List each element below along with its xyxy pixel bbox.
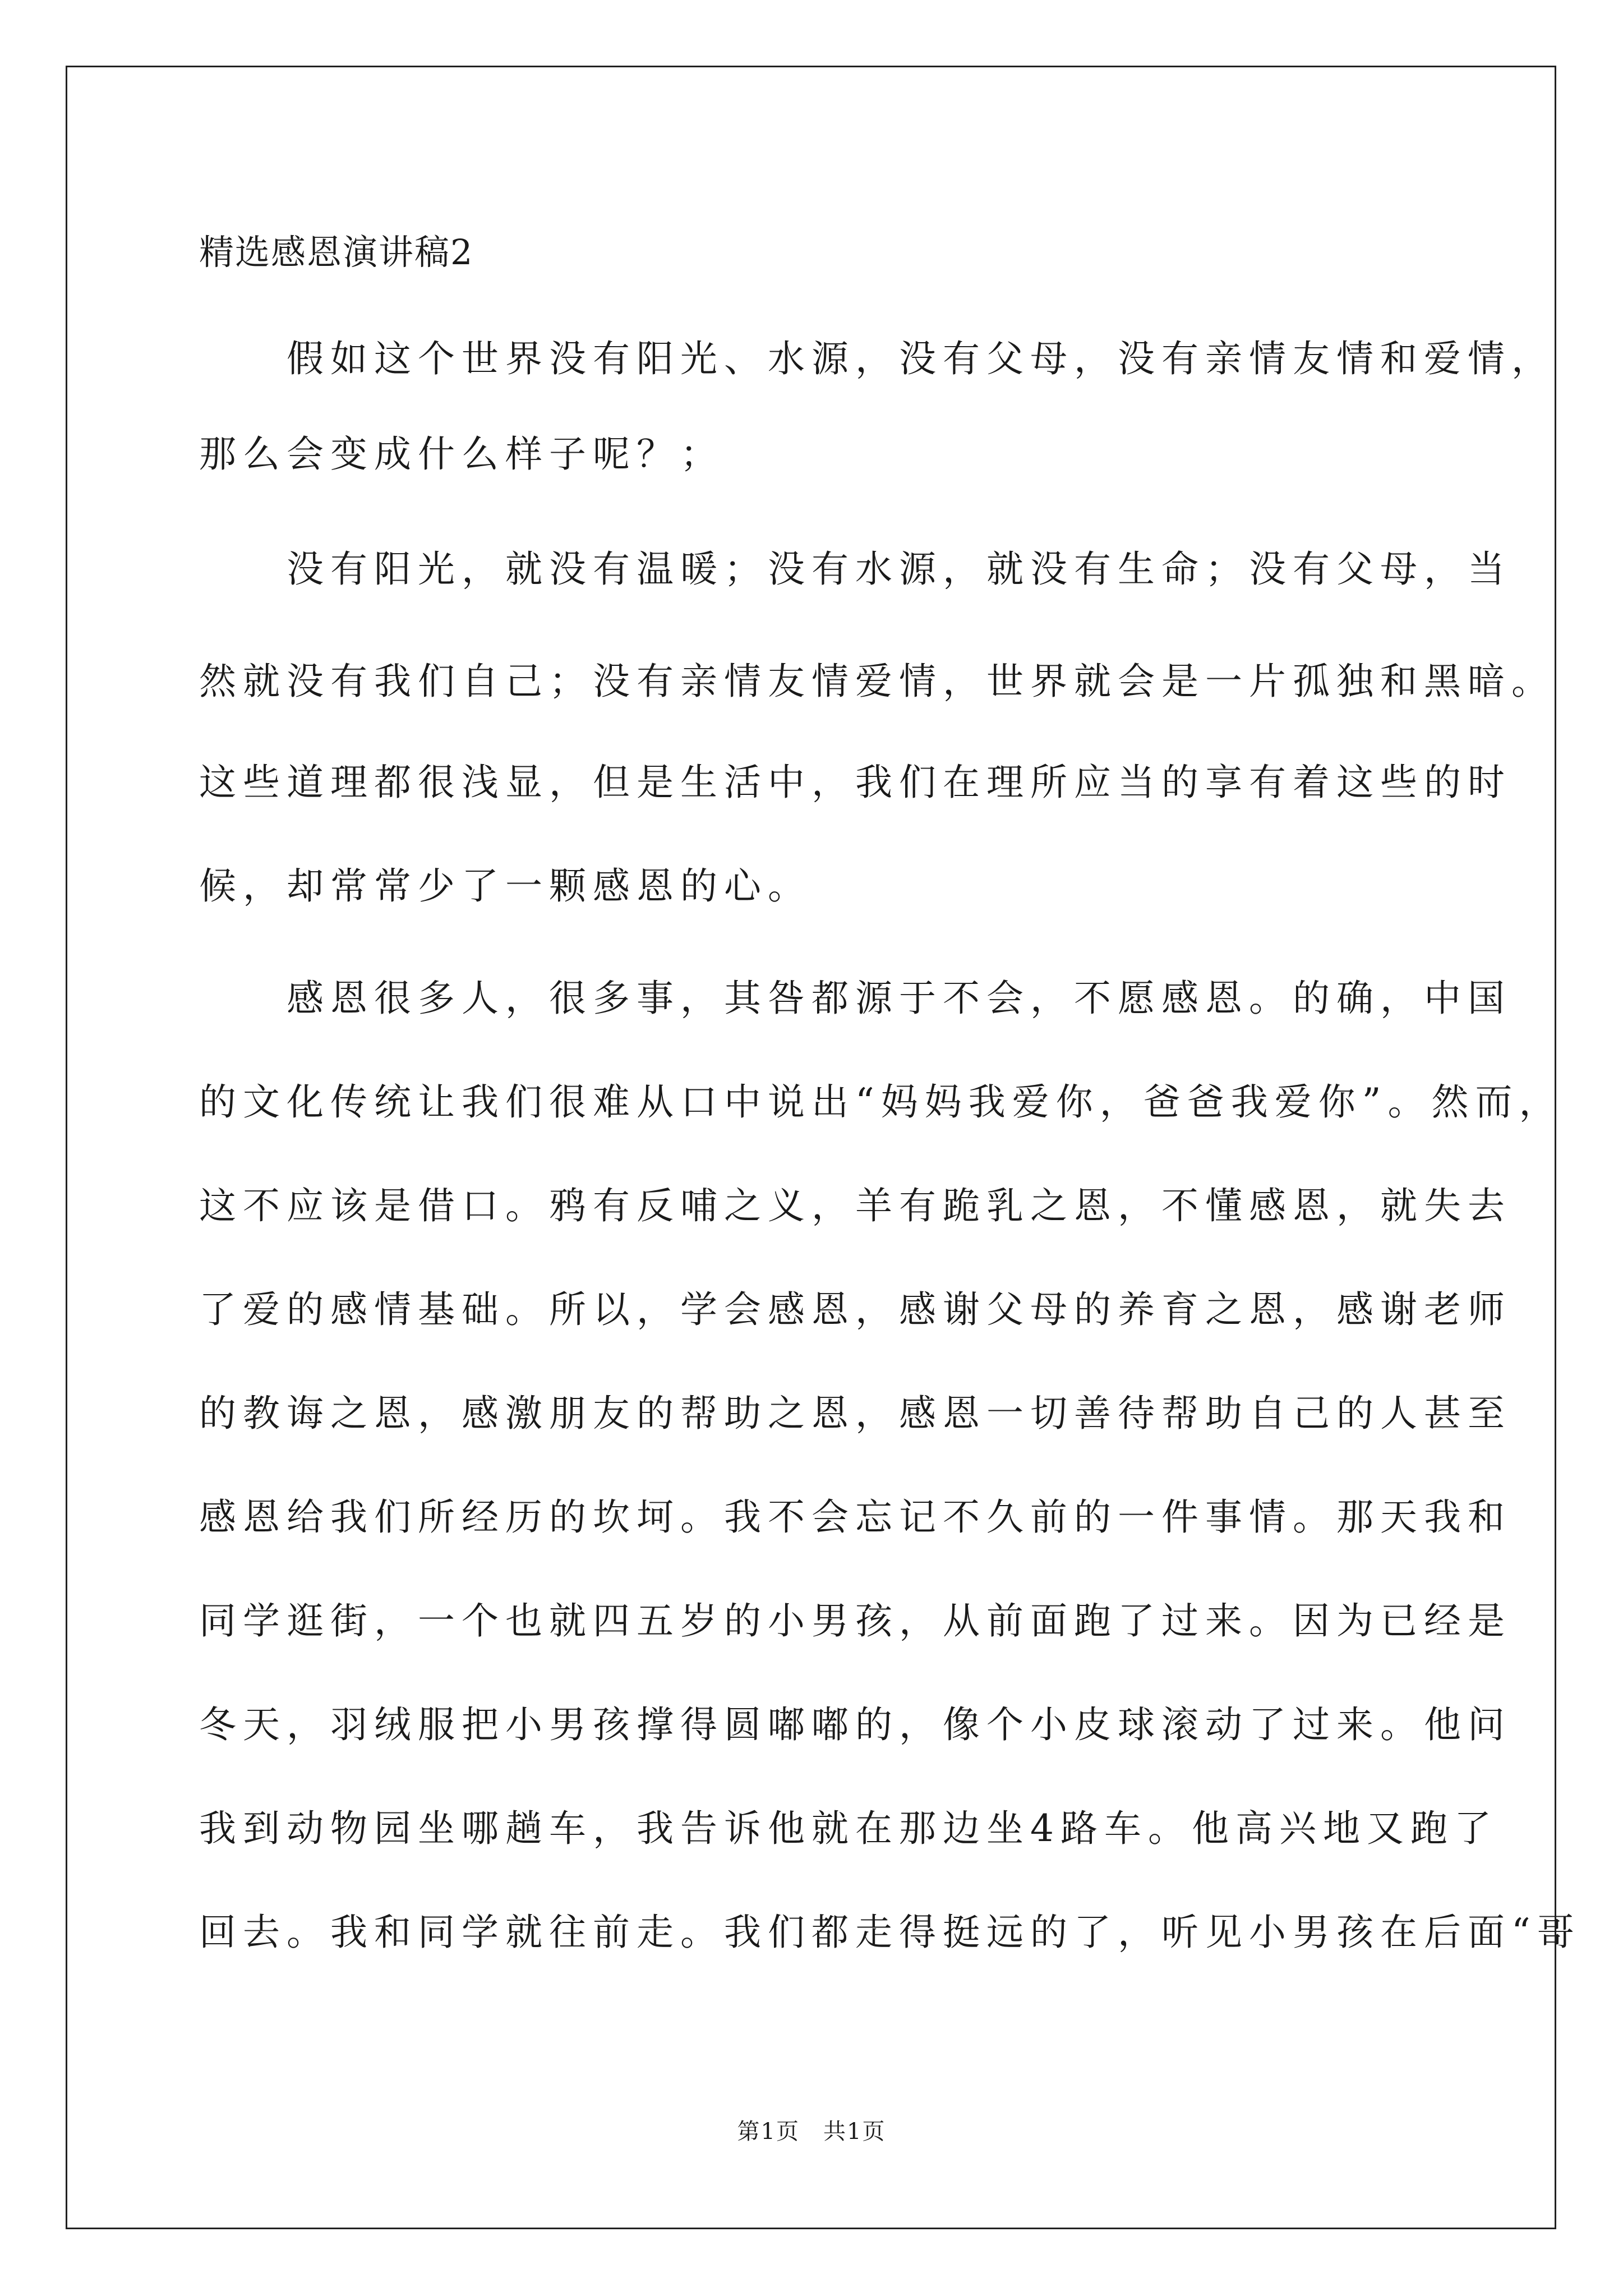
body-line-12: 感恩给我们所经历的坎坷。我不会忘记不久前的一件事情。那天我和 (199, 1496, 1511, 1539)
body-line-8: 的文化传统让我们很难从口中说出“妈妈我爱你，爸爸我爱你”。然而， (199, 1080, 1563, 1124)
body-line-6: 候，却常常少了一颗感恩的心。 (199, 864, 811, 908)
body-line-16: 回去。我和同学就往前走。我们都走得挺远的了，听见小男孩在后面“哥 (199, 1911, 1581, 1954)
body-line-5: 这些道理都很浅显，但是生活中，我们在理所应当的享有着这些的时 (199, 761, 1511, 804)
body-line-1: 假如这个世界没有阳光、水源，没有父母，没有亲情友情和爱情， (199, 337, 1555, 380)
body-line-10: 了爱的感情基础。所以，学会感恩，感谢父母的养育之恩，感谢老师 (199, 1288, 1511, 1331)
body-line-4: 然就没有我们自己；没有亲情友情爱情，世界就会是一片孤独和黑暗。 (199, 660, 1555, 703)
body-line-7: 感恩很多人，很多事，其咎都源于不会，不愿感恩。的确，中国 (199, 977, 1511, 1020)
body-line-3: 没有阳光，就没有温暖；没有水源，就没有生命；没有父母，当 (199, 547, 1511, 591)
document-title: 精选感恩演讲稿2 (199, 232, 474, 273)
body-line-9: 这不应该是借口。鸦有反哺之义，羊有跪乳之恩，不懂感恩，就失去 (199, 1184, 1511, 1227)
page-number-footer: 第1页 共1页 (737, 2119, 886, 2145)
body-line-2: 那么会变成什么样子呢？； (199, 432, 724, 476)
body-line-11: 的教诲之恩，感激朋友的帮助之恩，感恩一切善待帮助自己的人甚至 (199, 1392, 1511, 1435)
body-line-15: 我到动物园坐哪趟车，我告诉他就在那边坐4路车。他高兴地又跑了 (199, 1807, 1498, 1850)
body-line-13: 同学逛街，一个也就四五岁的小男孩，从前面跑了过来。因为已经是 (199, 1599, 1511, 1642)
body-line-14: 冬天，羽绒服把小男孩撑得圆嘟嘟的，像个小皮球滚动了过来。他问 (199, 1703, 1511, 1746)
page-border (66, 66, 1556, 2229)
